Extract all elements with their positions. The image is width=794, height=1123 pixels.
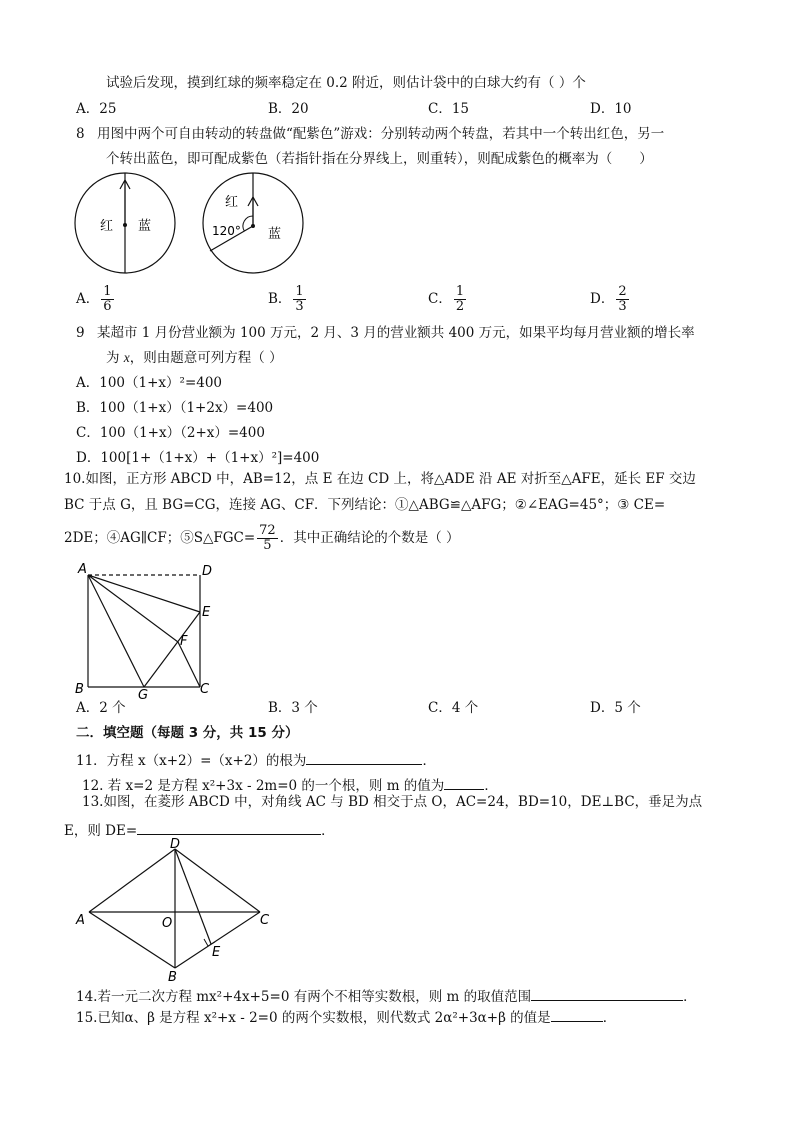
label-B: B	[75, 682, 84, 697]
spinner2-center	[251, 224, 255, 228]
q14-blank	[531, 986, 683, 1001]
spinner1-red-label: 红	[100, 219, 114, 234]
q7-option-b: B．20	[268, 101, 309, 117]
label-A: A	[76, 913, 85, 928]
q9-line2: 为 x，则由题意可列方程（ ）	[106, 350, 283, 366]
q9-number: 9	[76, 325, 85, 341]
label-E: E	[212, 945, 221, 960]
q10-option-d: D．5 个	[590, 700, 641, 716]
spinner1-blue-label: 蓝	[138, 219, 152, 234]
q9-option-c: C．100（1+x）（2+x）=400	[76, 425, 265, 441]
spinner2-angle-label: 120°	[212, 224, 241, 238]
q13-blank	[137, 820, 321, 835]
q10-option-b: B．3 个	[268, 700, 318, 716]
q15-line: 15.已知α、β 是方程 x²+x - 2=0 的两个实数根，则代数式 2α²+3α+β 的值是 ．	[76, 1007, 616, 1027]
q13-line2: E，则 DE= ．	[64, 820, 335, 840]
label-D: D	[202, 564, 213, 579]
q9-line1: 某超市 1 月份营业额为 100 万元，2 月、3 月的营业额共 400 万元，如果平均每月营业额的增长率	[97, 325, 695, 341]
label-D: D	[170, 838, 181, 852]
q15-blank	[551, 1007, 603, 1022]
segment-DC	[175, 849, 260, 912]
q9-option-a: A．100（1+x）²=400	[76, 375, 223, 391]
q14-line: 14.若一元二次方程 mx²+4x+5=0 有两个不相等实数根，则 m 的取值范围 ．	[76, 986, 697, 1006]
label-B: B	[168, 970, 177, 984]
q10-line2: BC 于点 G，且 BG=CG，连接 AG、CF．下列结论：①△ABG≌△AFG；②∠EAG=45°；③ CE=	[64, 497, 666, 513]
q7-option-d: D．10	[590, 101, 632, 117]
q10-option-c: C．4 个	[428, 700, 479, 716]
q8-option-d: D． $\frac{2}{3}$	[590, 284, 627, 314]
q10-line3: 2DE；④AG∥CF；⑤S△FGC= $\frac{72}{5}$ ．其中正确结论的个数是（ ）	[64, 523, 460, 553]
label-F: F	[180, 634, 188, 649]
segment-AE	[88, 575, 200, 612]
segment-DE	[175, 849, 211, 944]
rhombus-figure	[70, 838, 280, 984]
q8-line1: 用图中两个可自由转动的转盘做“配紫色”游戏：分别转动两个转盘，若其中一个转出红色，另一	[97, 126, 665, 142]
q10-option-a: A．2 个	[76, 700, 126, 716]
label-G: G	[138, 688, 149, 702]
q8-number: 8	[76, 126, 85, 142]
label-E: E	[202, 605, 211, 620]
q7-option-c: C．15	[428, 101, 470, 117]
spinner1-center	[123, 223, 127, 227]
q9-option-d: D．100[1+（1+x）+（1+x）²]=400	[76, 450, 320, 466]
segment-AG	[88, 575, 144, 687]
section2-title: 二．填空题（每题 3 分，共 15 分）	[76, 725, 299, 741]
q11-line: 11．方程 x（x+2）=（x+2）的根为 ．	[76, 750, 436, 770]
q7-option-a: A．25	[76, 101, 117, 117]
label-A: A	[78, 562, 87, 577]
label-C: C	[260, 913, 270, 928]
label-O: O	[162, 916, 173, 931]
q8-option-c: C． $\frac{1}{2}$	[428, 284, 465, 314]
spinner-figures	[70, 168, 310, 280]
square-figure	[70, 560, 230, 702]
q11-blank	[306, 750, 422, 765]
q8-option-a: A． $\frac{1}{6}$	[76, 284, 112, 314]
q10-line1: 10.如图，正方形 ABCD 中，AB=12，点 E 在边 CD 上，将△ADE 沿 AE 对折至△AFE，延长 EF 交边	[64, 471, 696, 487]
label-C: C	[200, 682, 210, 697]
q13-line1: 13.如图，在菱形 ABCD 中，对角线 AC 与 BD 相交于点 O，AC=24，BD=10，DE⊥BC，垂足为点	[82, 794, 703, 810]
q8-option-b: B． $\frac{1}{3}$	[268, 284, 304, 314]
spinner2-blue-label: 蓝	[268, 227, 282, 242]
segment-AD	[89, 849, 175, 912]
segment-AF	[88, 575, 178, 642]
q8-line2: 个转出蓝色，即可配成紫色（若指针指在分界线上，则重转），则配成紫色的概率为（ ）	[106, 151, 653, 167]
q12-line: 12. 若 x=2 是方程 x²+3x - 2m=0 的一个根，则 m 的值为 ．	[82, 775, 498, 795]
q12-blank	[444, 775, 484, 790]
q9-option-b: B．100（1+x）（1+2x）=400	[76, 400, 274, 416]
spinner2-red-label: 红	[225, 195, 239, 210]
q7-continuation: 试验后发现，摸到红球的频率稳定在 0.2 附近，则估计袋中的白球大约有（ ）个	[106, 75, 586, 91]
